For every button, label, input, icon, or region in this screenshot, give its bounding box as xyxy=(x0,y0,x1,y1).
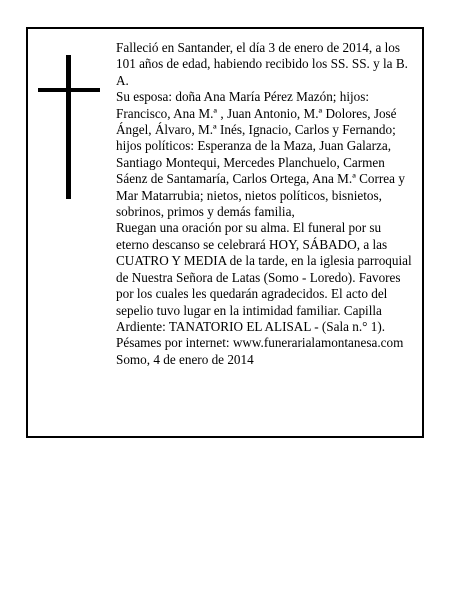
obituary-text xyxy=(116,40,414,368)
obituary-notice xyxy=(26,27,424,438)
funeral-details: Ruegan una oración por su alma. El funeral por su eterno descanso se celebrará HOY, SÁBADO, a las CUATRO Y MEDIA de la tarde, en la iglesia parroquial de Nuestra Señora de Latas (Somo - Loredo). Favores por los cuales les quedarán agradecidos. El acto del sepelio tuvo lugar en la intimidad familiar. Capilla Ardiente: TANATORIO EL ALISAL - (Sala n.° 1). xyxy=(116,220,412,334)
cross-icon xyxy=(38,55,100,199)
family-list: Su esposa: doña Ana María Pérez Mazón; hijos: Francisco, Ana M.ª , Juan Antonio, M.ª Dolores, José Ángel, Álvaro, M.ª Inés, Ignacio, Carlos y Fernando; hijos políticos: Esperanza de la Maza, Juan Galarza, Santiago Montequi, Mercedes Planchuelo, Carmen Sáenz de Santamaría, Carlos Ortega, Ana M.ª Correa y Mar Matarrubia; nietos, nietos políticos, bisnietos, sobrinos, primos y demás familia, xyxy=(116,89,405,220)
condolences-website: Pésames por internet: www.funerarialamontanesa.com xyxy=(116,335,404,351)
cross-horizontal-bar xyxy=(38,88,100,92)
death-announcement: Falleció en Santander, el día 3 de enero de 2014, a los 101 años de edad, habiendo recibido los SS. SS. y la B. A. xyxy=(116,40,408,88)
cross-vertical-bar xyxy=(66,55,71,199)
place-and-date: Somo, 4 de enero de 2014 xyxy=(116,351,254,367)
